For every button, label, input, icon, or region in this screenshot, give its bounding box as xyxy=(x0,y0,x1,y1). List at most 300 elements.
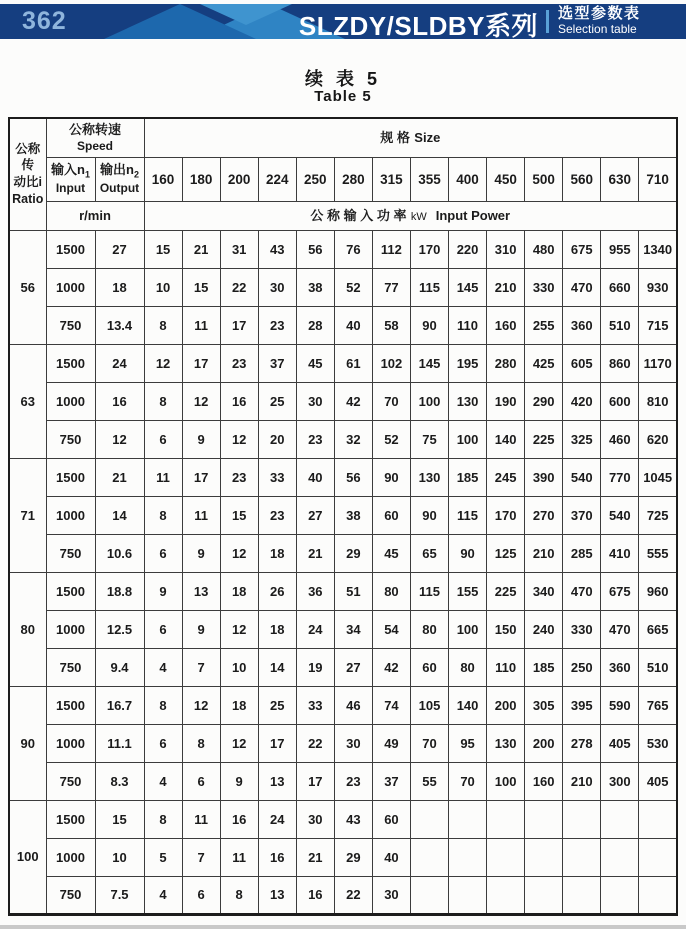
power-value-cell: 9 xyxy=(182,610,220,648)
output-rpm-cell: 12.5 xyxy=(95,610,144,648)
power-value-cell xyxy=(525,876,563,914)
power-value-cell: 540 xyxy=(563,458,601,496)
output-rpm-cell: 10.6 xyxy=(95,534,144,572)
power-value-cell: 43 xyxy=(258,230,296,268)
power-value-cell: 24 xyxy=(258,800,296,838)
output-rpm-cell: 16.7 xyxy=(95,686,144,724)
power-value-cell: 6 xyxy=(182,876,220,914)
table-row xyxy=(9,382,677,420)
power-value-cell: 185 xyxy=(525,648,563,686)
table-row xyxy=(9,572,677,610)
power-value-cell xyxy=(410,800,448,838)
power-value-cell: 960 xyxy=(639,572,677,610)
power-value-cell: 76 xyxy=(334,230,372,268)
power-value-cell: 36 xyxy=(296,572,334,610)
power-value-cell: 210 xyxy=(487,268,525,306)
power-value-cell: 30 xyxy=(296,382,334,420)
power-value-cell: 160 xyxy=(487,306,525,344)
input-rpm-cell: 1000 xyxy=(46,838,95,876)
power-value-cell: 155 xyxy=(449,572,487,610)
power-value-cell: 9 xyxy=(182,420,220,458)
power-value-cell: 330 xyxy=(525,268,563,306)
power-value-cell: 245 xyxy=(487,458,525,496)
output-rpm-cell: 10 xyxy=(95,838,144,876)
power-value-cell: 605 xyxy=(563,344,601,382)
power-value-cell: 60 xyxy=(410,648,448,686)
table-row xyxy=(9,800,677,838)
size-col-header: 630 xyxy=(601,157,639,201)
power-value-cell: 1170 xyxy=(639,344,677,382)
power-value-cell: 18 xyxy=(258,610,296,648)
power-value-cell: 95 xyxy=(449,724,487,762)
banner-subtitle xyxy=(558,6,641,36)
power-value-cell: 56 xyxy=(296,230,334,268)
output-rpm-cell: 14 xyxy=(95,496,144,534)
subtitle-cn: 选型参数表 xyxy=(558,5,641,22)
power-value-cell: 9 xyxy=(220,762,258,800)
power-value-cell: 33 xyxy=(258,458,296,496)
input-rpm-cell: 1000 xyxy=(46,724,95,762)
power-value-cell: 4 xyxy=(144,648,182,686)
power-value-cell: 70 xyxy=(449,762,487,800)
table-row xyxy=(9,762,677,800)
power-value-cell: 23 xyxy=(296,420,334,458)
power-value-cell: 860 xyxy=(601,344,639,382)
power-value-cell: 30 xyxy=(296,800,334,838)
power-value-cell: 100 xyxy=(410,382,448,420)
power-value-cell: 28 xyxy=(296,306,334,344)
power-value-cell: 6 xyxy=(182,762,220,800)
power-value-cell: 8 xyxy=(144,800,182,838)
power-value-cell xyxy=(449,838,487,876)
header-row-units xyxy=(9,201,677,230)
power-value-cell: 270 xyxy=(525,496,563,534)
power-value-cell: 8 xyxy=(144,382,182,420)
power-value-cell: 170 xyxy=(487,496,525,534)
power-value-cell: 31 xyxy=(220,230,258,268)
table-row xyxy=(9,648,677,686)
power-value-cell: 42 xyxy=(372,648,410,686)
size-header-en: Size xyxy=(414,129,441,145)
size-col-header: 315 xyxy=(372,157,410,201)
power-value-cell: 22 xyxy=(334,876,372,914)
ratio-cell: 63 xyxy=(9,344,46,458)
power-value-cell: 390 xyxy=(525,458,563,496)
size-col-header: 250 xyxy=(296,157,334,201)
power-value-cell: 74 xyxy=(372,686,410,724)
power-value-cell: 160 xyxy=(525,762,563,800)
output-rpm-cell: 9.4 xyxy=(95,648,144,686)
input-rpm-cell: 750 xyxy=(46,762,95,800)
power-value-cell: 37 xyxy=(258,344,296,382)
power-value-cell: 1045 xyxy=(639,458,677,496)
power-value-cell: 195 xyxy=(449,344,487,382)
power-value-cell: 112 xyxy=(372,230,410,268)
power-value-cell xyxy=(487,838,525,876)
power-value-cell: 90 xyxy=(410,306,448,344)
power-value-cell: 130 xyxy=(487,724,525,762)
input-rpm-cell: 1500 xyxy=(46,458,95,496)
power-value-cell: 1340 xyxy=(639,230,677,268)
power-value-cell xyxy=(563,838,601,876)
ratio-header-line1: 公称传 xyxy=(15,141,41,173)
power-value-cell: 210 xyxy=(525,534,563,572)
power-value-cell: 510 xyxy=(601,306,639,344)
power-value-cell: 23 xyxy=(334,762,372,800)
power-value-cell: 22 xyxy=(220,268,258,306)
subtitle-en: Selection table xyxy=(558,21,637,36)
power-value-cell: 4 xyxy=(144,762,182,800)
power-value-cell: 32 xyxy=(334,420,372,458)
power-value-cell xyxy=(563,876,601,914)
power-value-cell: 12 xyxy=(220,724,258,762)
input-rpm-cell: 1500 xyxy=(46,230,95,268)
ratio-column-header xyxy=(9,118,46,230)
input-rpm-cell: 750 xyxy=(46,534,95,572)
power-value-cell: 210 xyxy=(563,762,601,800)
power-value-cell xyxy=(601,838,639,876)
power-value-cell: 6 xyxy=(144,610,182,648)
power-value-cell: 100 xyxy=(487,762,525,800)
page-bottom-edge xyxy=(0,925,686,929)
power-value-cell: 530 xyxy=(639,724,677,762)
power-value-cell: 18 xyxy=(220,572,258,610)
power-value-cell xyxy=(601,876,639,914)
power-value-cell: 300 xyxy=(601,762,639,800)
power-value-cell: 60 xyxy=(372,496,410,534)
power-value-cell: 555 xyxy=(639,534,677,572)
ratio-cell: 71 xyxy=(9,458,46,572)
size-col-header: 224 xyxy=(258,157,296,201)
power-value-cell xyxy=(487,876,525,914)
power-value-cell: 8 xyxy=(182,724,220,762)
power-value-cell xyxy=(410,838,448,876)
power-value-cell: 45 xyxy=(372,534,410,572)
power-value-cell: 23 xyxy=(220,344,258,382)
size-header-cn: 规 格 xyxy=(380,129,410,145)
table-row xyxy=(9,420,677,458)
power-value-cell: 370 xyxy=(563,496,601,534)
power-value-cell xyxy=(639,876,677,914)
power-value-cell: 930 xyxy=(639,268,677,306)
power-value-cell: 125 xyxy=(487,534,525,572)
size-header-row xyxy=(9,157,677,201)
power-value-cell xyxy=(639,800,677,838)
power-value-cell: 25 xyxy=(258,382,296,420)
power-value-cell: 200 xyxy=(525,724,563,762)
table-row xyxy=(9,724,677,762)
table-body xyxy=(9,230,677,914)
power-value-cell: 17 xyxy=(296,762,334,800)
power-value-cell: 8 xyxy=(144,496,182,534)
size-col-header: 560 xyxy=(563,157,601,201)
power-value-cell: 310 xyxy=(487,230,525,268)
power-value-cell: 12 xyxy=(144,344,182,382)
power-value-cell: 20 xyxy=(258,420,296,458)
selection-table-wrap xyxy=(8,117,678,916)
output-rpm-cell: 11.1 xyxy=(95,724,144,762)
power-value-cell: 420 xyxy=(563,382,601,420)
power-value-cell: 43 xyxy=(334,800,372,838)
table-row xyxy=(9,458,677,496)
power-value-cell: 7 xyxy=(182,648,220,686)
power-value-cell: 280 xyxy=(487,344,525,382)
output-rpm-cell: 16 xyxy=(95,382,144,420)
power-value-cell: 325 xyxy=(563,420,601,458)
power-value-cell: 15 xyxy=(182,268,220,306)
power-value-cell: 75 xyxy=(410,420,448,458)
speed-header-en: Speed xyxy=(77,138,114,153)
table-row xyxy=(9,344,677,382)
power-value-cell: 11 xyxy=(144,458,182,496)
power-value-cell: 27 xyxy=(296,496,334,534)
power-value-cell: 810 xyxy=(639,382,677,420)
table-row xyxy=(9,610,677,648)
power-value-cell: 54 xyxy=(372,610,410,648)
power-value-cell: 11 xyxy=(182,306,220,344)
power-value-cell: 80 xyxy=(410,610,448,648)
power-value-cell: 660 xyxy=(601,268,639,306)
power-value-cell: 6 xyxy=(144,724,182,762)
ratio-cell: 90 xyxy=(9,686,46,800)
size-col-header: 355 xyxy=(410,157,448,201)
power-value-cell: 200 xyxy=(487,686,525,724)
output-speed-header: 输出$n_2$ Output xyxy=(95,157,144,201)
power-value-cell: 16 xyxy=(220,382,258,420)
power-value-cell: 15 xyxy=(144,230,182,268)
power-value-cell: 16 xyxy=(258,838,296,876)
input-speed-header: 输入$n_1$ Input xyxy=(46,157,95,201)
power-value-cell: 17 xyxy=(258,724,296,762)
ratio-header-line3: Ratio xyxy=(12,192,44,207)
output-rpm-cell: 18.8 xyxy=(95,572,144,610)
power-value-cell: 470 xyxy=(601,610,639,648)
power-value-cell xyxy=(525,838,563,876)
power-value-cell: 13 xyxy=(258,876,296,914)
power-value-cell: 220 xyxy=(449,230,487,268)
input-rpm-cell: 1000 xyxy=(46,610,95,648)
power-value-cell: 725 xyxy=(639,496,677,534)
power-value-cell: 395 xyxy=(563,686,601,724)
power-value-cell: 52 xyxy=(334,268,372,306)
power-value-cell: 675 xyxy=(601,572,639,610)
input-rpm-cell: 750 xyxy=(46,420,95,458)
power-value-cell: 105 xyxy=(410,686,448,724)
table-row xyxy=(9,876,677,914)
power-value-cell: 29 xyxy=(334,838,372,876)
power-value-cell: 9 xyxy=(182,534,220,572)
power-value-cell: 15 xyxy=(220,496,258,534)
series-title: SLZDY/SLDBY系列 xyxy=(298,11,538,39)
input-rpm-cell: 750 xyxy=(46,876,95,914)
power-value-cell: 52 xyxy=(372,420,410,458)
output-rpm-cell: 7.5 xyxy=(95,876,144,914)
ratio-cell: 100 xyxy=(9,800,46,914)
power-value-cell: 110 xyxy=(449,306,487,344)
power-value-cell: 12 xyxy=(220,420,258,458)
output-rpm-cell: 8.3 xyxy=(95,762,144,800)
table-row xyxy=(9,534,677,572)
power-value-cell: 65 xyxy=(410,534,448,572)
power-value-cell: 70 xyxy=(410,724,448,762)
power-value-cell: 77 xyxy=(372,268,410,306)
size-group-header xyxy=(144,118,677,157)
power-value-cell: 90 xyxy=(410,496,448,534)
power-value-cell: 40 xyxy=(334,306,372,344)
power-value-cell: 600 xyxy=(601,382,639,420)
ratio-header-line2: 动比i xyxy=(13,175,42,190)
power-value-cell: 100 xyxy=(449,610,487,648)
table-row xyxy=(9,268,677,306)
power-value-cell: 115 xyxy=(410,268,448,306)
power-value-cell: 12 xyxy=(220,610,258,648)
power-value-cell: 10 xyxy=(220,648,258,686)
power-value-cell: 19 xyxy=(296,648,334,686)
power-value-cell: 16 xyxy=(296,876,334,914)
power-value-cell: 405 xyxy=(601,724,639,762)
power-value-cell: 255 xyxy=(525,306,563,344)
power-value-cell xyxy=(639,838,677,876)
power-value-cell: 330 xyxy=(563,610,601,648)
power-value-cell: 58 xyxy=(372,306,410,344)
power-value-cell: 150 xyxy=(487,610,525,648)
table-title-cn: 续 表 5 xyxy=(304,69,381,89)
power-value-cell: 18 xyxy=(220,686,258,724)
power-value-cell: 7 xyxy=(182,838,220,876)
table-row xyxy=(9,230,677,268)
power-value-cell: 12 xyxy=(220,534,258,572)
power-value-cell: 225 xyxy=(525,420,563,458)
power-value-cell: 21 xyxy=(296,534,334,572)
power-value-cell: 140 xyxy=(449,686,487,724)
power-value-cell: 13 xyxy=(182,572,220,610)
power-value-cell: 34 xyxy=(334,610,372,648)
power-value-cell: 17 xyxy=(182,344,220,382)
input-rpm-cell: 1000 xyxy=(46,496,95,534)
power-value-cell: 102 xyxy=(372,344,410,382)
power-value-cell: 305 xyxy=(525,686,563,724)
power-value-cell: 100 xyxy=(449,420,487,458)
table-row xyxy=(9,686,677,724)
input-rpm-cell: 1500 xyxy=(46,686,95,724)
power-value-cell: 38 xyxy=(296,268,334,306)
power-value-cell: 21 xyxy=(182,230,220,268)
output-rpm-cell: 12 xyxy=(95,420,144,458)
power-value-cell: 11 xyxy=(220,838,258,876)
size-col-header: 500 xyxy=(525,157,563,201)
power-value-cell: 25 xyxy=(258,686,296,724)
power-value-cell: 30 xyxy=(258,268,296,306)
power-value-cell: 360 xyxy=(601,648,639,686)
page-number: 362 xyxy=(22,7,67,35)
power-value-cell: 285 xyxy=(563,534,601,572)
power-value-cell: 410 xyxy=(601,534,639,572)
power-value-cell: 60 xyxy=(372,800,410,838)
power-value-cell xyxy=(525,800,563,838)
power-value-cell: 23 xyxy=(258,496,296,534)
size-col-header: 280 xyxy=(334,157,372,201)
input-rpm-cell: 750 xyxy=(46,306,95,344)
size-col-header: 450 xyxy=(487,157,525,201)
power-value-cell: 51 xyxy=(334,572,372,610)
power-value-cell: 16 xyxy=(220,800,258,838)
power-value-cell: 510 xyxy=(639,648,677,686)
power-value-cell: 12 xyxy=(182,686,220,724)
rpm-unit-header: r/min xyxy=(46,201,144,230)
power-value-cell xyxy=(563,800,601,838)
power-value-cell: 290 xyxy=(525,382,563,420)
power-value-cell: 29 xyxy=(334,534,372,572)
power-value-cell: 470 xyxy=(563,572,601,610)
power-value-cell: 9 xyxy=(144,572,182,610)
power-value-cell: 540 xyxy=(601,496,639,534)
header-banner xyxy=(0,4,686,39)
power-value-cell: 145 xyxy=(410,344,448,382)
power-value-cell: 460 xyxy=(601,420,639,458)
input-rpm-cell: 750 xyxy=(46,648,95,686)
power-value-cell: 480 xyxy=(525,230,563,268)
power-value-cell: 21 xyxy=(296,838,334,876)
input-rpm-cell: 1500 xyxy=(46,800,95,838)
power-value-cell: 170 xyxy=(410,230,448,268)
power-value-cell: 130 xyxy=(449,382,487,420)
power-value-cell: 70 xyxy=(372,382,410,420)
power-value-cell: 360 xyxy=(563,306,601,344)
size-col-header: 200 xyxy=(220,157,258,201)
power-value-cell: 12 xyxy=(182,382,220,420)
power-value-cell: 26 xyxy=(258,572,296,610)
power-value-cell: 278 xyxy=(563,724,601,762)
size-col-header: 160 xyxy=(144,157,182,201)
power-value-cell: 620 xyxy=(639,420,677,458)
speed-header-cn: 公称转速 xyxy=(69,122,122,138)
output-rpm-cell: 15 xyxy=(95,800,144,838)
power-value-cell: 80 xyxy=(449,648,487,686)
size-col-header: 400 xyxy=(449,157,487,201)
ratio-cell: 56 xyxy=(9,230,46,344)
power-value-cell: 765 xyxy=(639,686,677,724)
output-rpm-cell: 24 xyxy=(95,344,144,382)
power-value-cell: 40 xyxy=(296,458,334,496)
power-value-cell: 11 xyxy=(182,800,220,838)
power-value-cell: 190 xyxy=(487,382,525,420)
table-row xyxy=(9,306,677,344)
power-value-cell: 80 xyxy=(372,572,410,610)
power-value-cell: 425 xyxy=(525,344,563,382)
input-rpm-cell: 1500 xyxy=(46,344,95,382)
power-value-cell: 90 xyxy=(449,534,487,572)
power-value-cell: 340 xyxy=(525,572,563,610)
power-value-cell: 37 xyxy=(372,762,410,800)
power-value-cell: 11 xyxy=(182,496,220,534)
power-value-cell: 4 xyxy=(144,876,182,914)
table-head xyxy=(9,118,677,230)
selection-table xyxy=(8,117,678,916)
power-value-cell: 17 xyxy=(220,306,258,344)
power-unit-header: 公 称 输 入 功 率 kW Input Power xyxy=(144,201,677,230)
output-rpm-cell: 27 xyxy=(95,230,144,268)
power-value-cell: 665 xyxy=(639,610,677,648)
power-value-cell: 6 xyxy=(144,534,182,572)
power-value-cell: 6 xyxy=(144,420,182,458)
power-value-cell: 405 xyxy=(639,762,677,800)
power-value-cell: 130 xyxy=(410,458,448,496)
power-value-cell: 240 xyxy=(525,610,563,648)
power-value-cell xyxy=(410,876,448,914)
power-value-cell: 185 xyxy=(449,458,487,496)
power-value-cell: 145 xyxy=(449,268,487,306)
power-value-cell: 45 xyxy=(296,344,334,382)
